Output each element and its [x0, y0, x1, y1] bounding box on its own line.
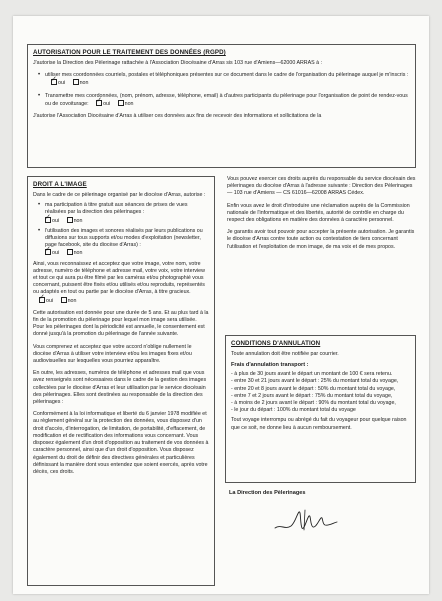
bullet-icon: •: [37, 202, 41, 209]
rgpd-item2-no-label: non: [124, 100, 134, 107]
image-para1-text: Ainsi, vous reconnaissez et acceptez que votre image, votre nom, votre adresse, numéro de téléphone et adresse mail, votre voix, votre interview et tout ce qui aura pu être filmé par les caméras et/ou photographié vous concernant, puissent être fixés et/ou utilisés et/ou reproduits, représentés ou adaptés en tout ou partie par le diocèse d'Arras, à titre gracieux.: [33, 260, 205, 296]
image-item1-yes-label: oui: [52, 217, 60, 224]
rgpd-closing: J'autorise l'Association Diocésaine d'Arras à utiliser ces données aux fins de recevoir des informations et sollicitations de la: [33, 113, 322, 120]
rgpd-item2-text: Transmettre mes coordonnées, (nom, prénom, adresse, téléphone, email) à d'autres participants du pèlerinage pour l'organisation de point de rendez-vous ou de covoiturage:: [45, 92, 408, 107]
image-para1-no-checkbox[interactable]: [61, 297, 67, 303]
image-item1-yes-checkbox[interactable]: [45, 217, 51, 223]
image-intro: Dans le cadre de ce pèlerinage organisé par le diocèse d'Arras, autorise :: [33, 192, 206, 198]
cancellation-title: CONDITIONS D'ANNULATION: [231, 340, 321, 347]
rgpd-item1-text: utiliser mes coordonnées courriels, postales et téléphoniques présentes sur ce document dans le cadre de l'organisation du pèlerinage auquel je m'inscris :: [45, 72, 409, 79]
image-item2-no-checkbox[interactable]: [67, 249, 73, 255]
cancellation-intro: Toute annulation doit être notifiée par courrier.: [231, 351, 339, 357]
image-item2-text: l'utilisation des images et sonores réalisés par leurs publications ou diffusions sur tous supports et/ou modes d'exploitation (newsletter, page facebook, site du diocèse d'Arras) :: [45, 227, 203, 249]
image-rights-section: [27, 176, 215, 586]
cancel-item: - le jour du départ : 100% du montant total du voyage: [231, 407, 356, 414]
cancel-item: - à moins de 2 jours avant le départ : 90% du montant total du voyage,: [231, 400, 396, 407]
image-para-contact-data: En outre, les adresses, numéros de téléphone et adresses mail que vous avez renseignés sont nécessaires dans le cadre de la gestion des images collectées par le diocèse d'Arras et leur utilisation par le service diocésain des pèlerinages. Elles sont destinées au responsable de la direction des pèlerinages :: [33, 370, 207, 406]
rgpd-item-share-contacts: [33, 93, 410, 108]
rgpd-item1-yes-label: oui: [58, 80, 66, 87]
rgpd-intro: J'autorise la Direction des Pèlerinage rattachée à l'Association Diocésaine d'Arras sis 103 rue d'Amiens—62000 ARRAS à :: [33, 60, 323, 66]
image-para-law: Conformément à la loi informatique et liberté du 6 janvier 1978 modifiée et au règlement général sur la protection des données, vous disposez d'un droit d'accès, d'interrogation, de limitation, de portabilité, d'effacement, de modification et de rectification des informations vous concernant. Vous disposez également d'un droit d'opposition au traitement de vos données à caractère personnel, ainsi que d'un droit d'opposition. Vous disposez également du droit de définir des directives générales et particulières définissant la manière dont vous entendez que soient exercés, après votre décès, ces droits.: [33, 411, 209, 475]
signature-caption: La Direction des Pèlerinages: [229, 490, 306, 496]
cancel-item: - à plus de 30 jours avant le départ un montant de 100 € sera retenu.: [231, 371, 393, 378]
image-item-usage: [33, 228, 209, 258]
image-para-acknowledge: [33, 261, 209, 305]
cancellation-section: [225, 335, 416, 483]
rgpd-title: AUTORISATION POUR LE TRAITEMENT DES DONNÉES (RGPD): [33, 49, 226, 56]
bullet-icon: •: [37, 227, 41, 234]
rgpd-item-contact-use: [33, 72, 410, 87]
rgpd-item1-yes-checkbox[interactable]: [51, 79, 57, 85]
image-para1-yes-label: oui: [46, 297, 54, 304]
image-item1-no-checkbox[interactable]: [67, 217, 73, 223]
bullet-icon: •: [37, 72, 41, 79]
image-para-duration: Cette autorisation est donnée pour une durée de 5 ans. Et au plus tard à la fin de la promotion du pèlerinage pour lequel mon image sera utilisée. Pour les pèlerinages dont la périodicité est annuelle, le consentement est donné jusqu'à la promotion du pèlerinage de l'année suivante.: [33, 309, 209, 338]
image-para-no-obligation: Vous comprenez et acceptez que votre accord n'oblige nullement le diocèse d'Arras à utiliser votre interview et/ou les images fixes et/ou audiovisuelles sur lesquelles vous pourriez apparaître.: [33, 343, 192, 365]
document-page: [13, 16, 429, 594]
rights-para-exercise: Vous pouvez exercer ces droits auprès du responsable du service diocésain des pèlerinages du diocèse d'Arras à l'adresse suivante : Direction des Pèlerinages — 103 rue d'Amiens — CS 61016—62008 ARRAS Cédex.: [227, 176, 416, 197]
image-para1-yes-checkbox[interactable]: [39, 297, 45, 303]
image-para1-no-label: non: [67, 297, 77, 304]
rights-para-guarantee: Je garantis avoir tout pouvoir pour accepter la présente autorisation. Je garantis le diocèse d'Arras contre toute action ou contestation de tiers concernant l'utilisation et l'exploitation de mon image, de ma voix et de mes propos.: [227, 229, 415, 250]
cancellation-closing: Tout voyage interrompu ou abrégé du fait du voyageur pour quelque raison que ce soit, ne donne lieu à aucun remboursement.: [231, 417, 407, 431]
rgpd-item2-no-checkbox[interactable]: [118, 100, 124, 106]
rgpd-item1-no-label: non: [79, 80, 89, 87]
rgpd-item2-yes-label: oui: [103, 100, 111, 107]
handwritten-signature: [271, 506, 341, 536]
rights-para-complaint: Enfin vous avez le droit d'introduire une réclamation auprès de la Commission nationale de l'informatique et des libertés, autorité de contrôle en charge du respect des obligations en matière des données à caractère personnel.: [227, 202, 410, 224]
image-item2-yes-checkbox[interactable]: [45, 249, 51, 255]
image-item2-no-label: non: [73, 250, 83, 257]
cancel-item: - entre 30 et 21 jours avant le départ : 25% du montant total du voyage,: [231, 378, 399, 385]
cancel-item: - entre 20 et 8 jours avant le départ : 50% du montant total du voyage,: [231, 385, 396, 392]
image-item-shooting: [33, 202, 209, 225]
image-item1-text: ma participation à titre gratuit aux séances de prises de vues réalisées par la direction des pèlerinages :: [45, 202, 188, 216]
bullet-icon: •: [37, 92, 41, 99]
image-item2-yes-label: oui: [52, 250, 60, 257]
image-item1-no-label: non: [73, 217, 83, 224]
image-rights-title: DROIT A L'IMAGE: [33, 181, 87, 188]
cancellation-subtitle: Frais d'annulation transport :: [231, 362, 309, 369]
cancel-item: - entre 7 et 2 jours avant le départ : 75% du montant total du voyage,: [231, 392, 393, 399]
rgpd-item2-yes-checkbox[interactable]: [96, 100, 102, 106]
rgpd-section: [27, 44, 416, 168]
rgpd-item1-no-checkbox[interactable]: [73, 79, 79, 85]
rights-text: [227, 176, 416, 251]
